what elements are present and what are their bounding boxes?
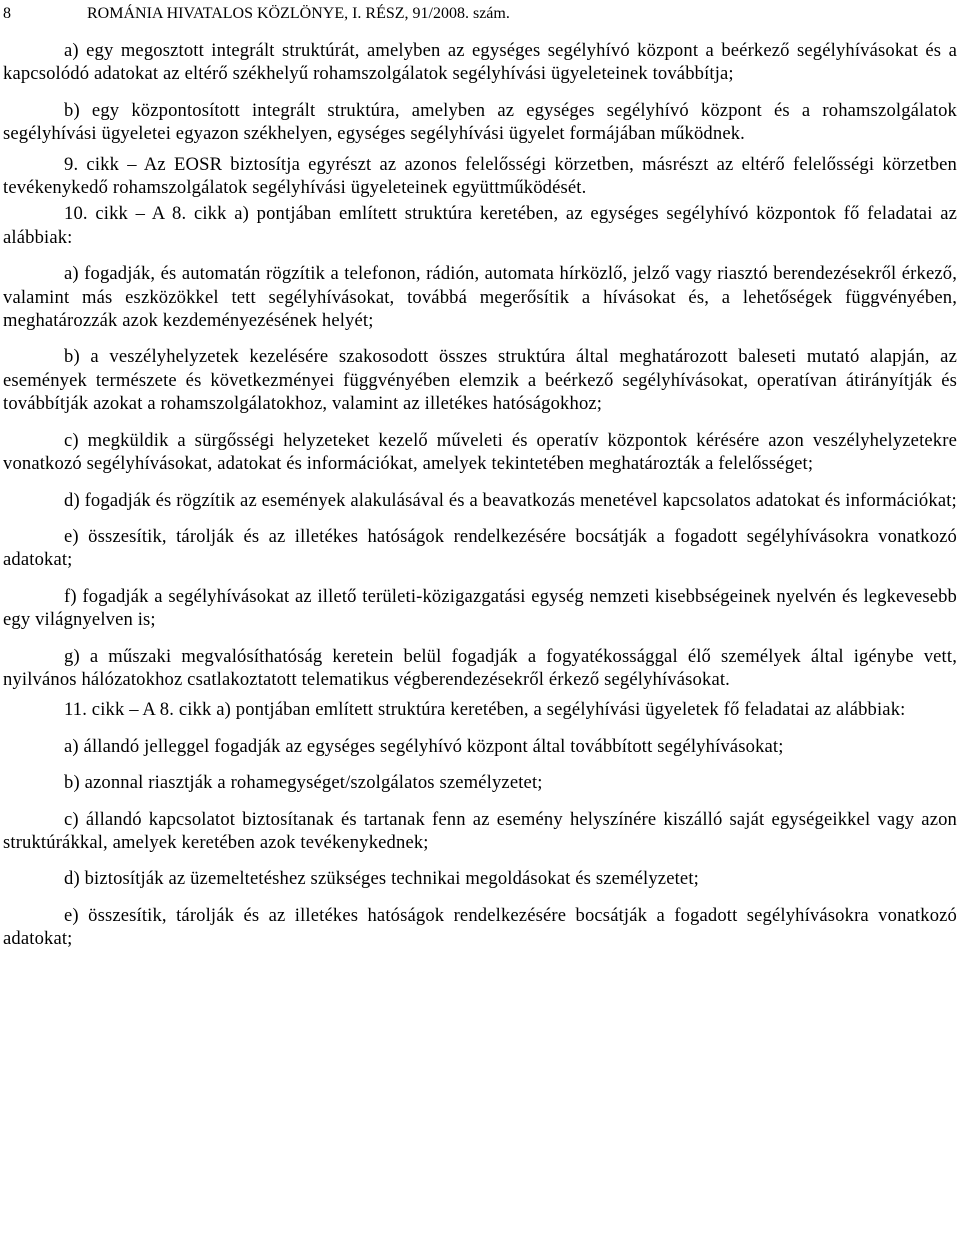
paragraph-article-9: 9. cikk – Az EOSR biztosítja egyrészt az azonos felelősségi körzetben, másrészt az eltérő felelősségi körzetben tevékenykedő rohamszolgálatok segélyhívási ügyeleteinek együttműködését. [3,153,957,199]
paragraph-11c: c) állandó kapcsolatot biztosítanak és tartanak fenn az esemény helyszínére kiszálló saját egységeikkel vagy azon struktúrákkal, amelyek keretében azok tevékenykednek; [3,808,957,853]
paragraph-10g: g) a műszaki megvalósíthatóság keretein belül fogadják a fogyatékossággal élő személyek által igénybe vett, nyilvános hálózatokhoz csatlakoztatott telematikus végberendezésekről érkező segélyhívásokat. [3,645,957,690]
paragraph-11d: d) biztosítják az üzemeltetéshez szükséges technikai megoldásokat és személyzetet; [64,868,699,890]
journal-title: ROMÁNIA HIVATALOS KÖZLÖNYE, I. RÉSZ, 91/2008. szám. [87,5,510,22]
paragraph-8b: b) egy központosított integrált struktúra, amelyben az egységes segélyhívó központ és a rohamszolgálatok segélyhívási ügyeletei egyazon székhelyen, egységes segélyhívási ügyelet formájában működnek. [3,99,957,145]
paragraph-11e: e) összesítik, tárolják és az illetékes hatóságok rendelkezésére bocsátják a fogadott segélyhívásokra vonatkozó adatokat; [3,904,957,950]
paragraph-11b: b) azonnal riasztják a rohamegységet/szolgálatos személyzetet; [64,772,543,794]
page-number: 8 [3,5,11,22]
paragraph-10c: c) megküldik a sürgősségi helyzeteket kezelő műveleti és operatív központok kérésére azon veszélyhelyzetekre vonatkozó segélyhívásokat, adatokat és információkat, amelyek tekintetében meghatározták a felelősséget; [3,429,957,475]
paragraph-10a: a) fogadják, és automatán rögzítik a telefonon, rádión, automata hírközlő, jelző vagy riasztó berendezésekről érkező, valamint más eszközökkel tett segélyhívásokat, továbbá megerősítik a hívásokat és, a lehetőségek függvényében, meghatározzák azok kezdeményezésének helyét; [3,263,957,332]
page-header [3,0,957,28]
paragraph-11a: a) állandó jelleggel fogadják az egységes segélyhívó központ által továbbított segélyhívásokat; [64,735,784,757]
paragraph-10e: e) összesítik, tárolják és az illetékes hatóságok rendelkezésére bocsátják a fogadott segélyhívásokra vonatkozó adatokat; [3,525,957,571]
document-body [3,39,957,951]
paragraph-article-10: 10. cikk – A 8. cikk a) pontjában említett struktúra keretében, az egységes segélyhívó központok fő feladatai az alábbiak: [3,203,957,248]
paragraph-8a: a) egy megosztott integrált struktúrát, amelyben az egységes segélyhívó központ a beérkező segélyhívásokat és a kapcsolódó adatokat az eltérő székhelyű rohamszolgálatok segélyhívási ügyeleteinek továbbítja; [3,40,957,85]
paragraph-10b: b) a veszélyhelyzetek kezelésére szakosodott összes struktúra által meghatározott baleseti mutató alapján, az események természete és következményei függvényében elemzik a beérkező segélyhívásokat, operatívan átirányítják és továbbítják azokat a rohamszolgálatokhoz, valamint az illetékes hatóságokhoz; [3,346,957,415]
paragraph-10f: f) fogadják a segélyhívásokat az illető területi-közigazgatási egység nemzeti kisebbségeinek nyelvén és legkevesebb egy világnyelven is; [3,585,957,631]
paragraph-article-11: 11. cikk – A 8. cikk a) pontjában említett struktúra keretében, a segélyhívási ügyeletek fő feladatai az alábbiak: [64,699,906,721]
paragraph-10d: d) fogadják és rögzítik az események alakulásával és a beavatkozás menetével kapcsolatos adatokat és információkat; [64,489,957,511]
